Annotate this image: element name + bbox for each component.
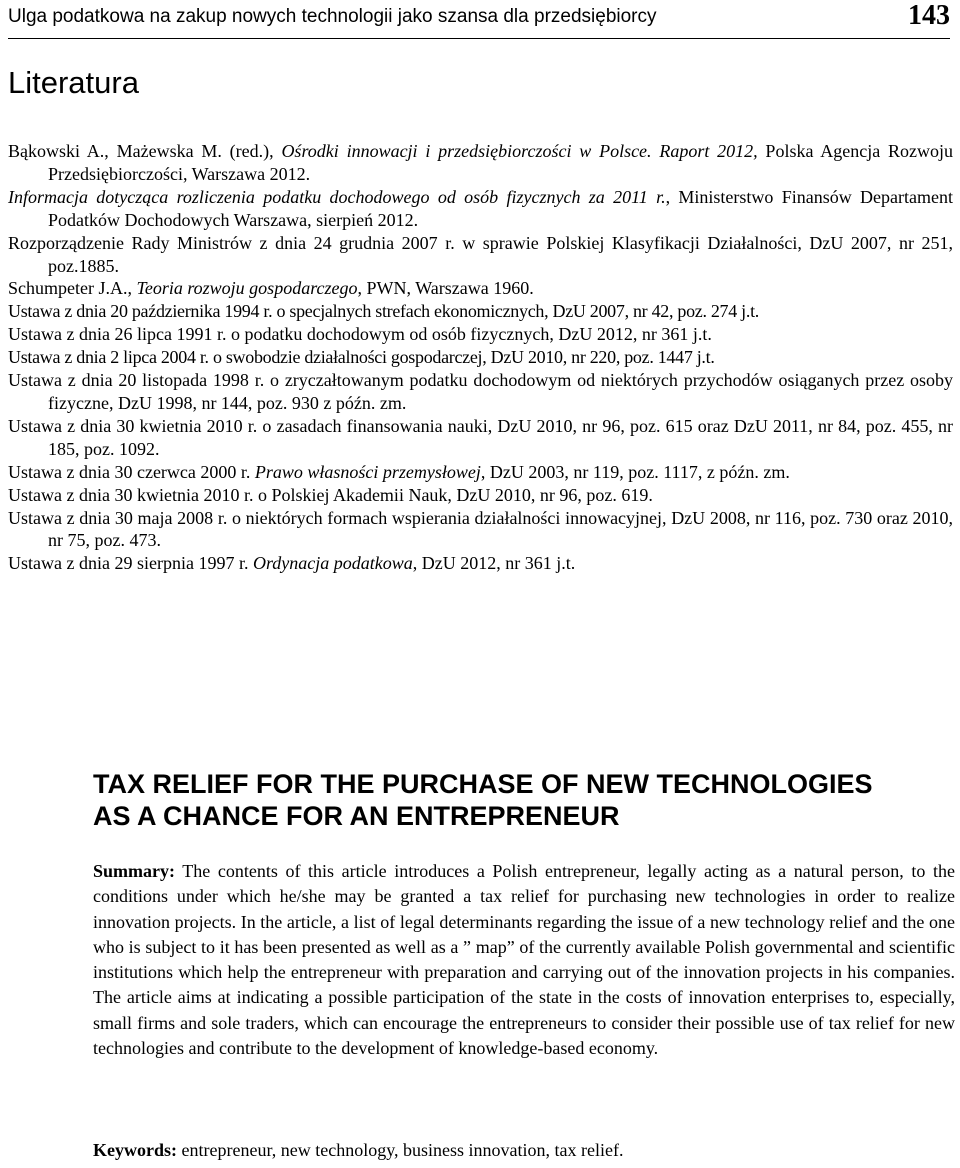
abstract-title-line: AS A CHANCE FOR AN ENTREPRENEUR bbox=[93, 801, 620, 831]
abstract-title bbox=[93, 768, 873, 832]
section-heading: Literatura bbox=[8, 65, 139, 100]
page-number: 143 bbox=[908, 0, 950, 31]
reference-item: Ustawa z dnia 29 sierpnia 1997 r. Ordynacja podatkowa, DzU 2012, nr 361 j.t. bbox=[8, 553, 576, 574]
abstract-summary bbox=[93, 859, 955, 1061]
running-header bbox=[8, 0, 950, 39]
reference-item: Informacja dotycząca rozliczenia podatku dochodowego od osób fizycznych za 2011 r., Ministerstwo Finansów Departament Podatków Dochodowych Warszawa, sierpień 2012. bbox=[8, 186, 954, 230]
reference-item: Ustawa z dnia 30 czerwca 2000 r. Prawo własności przemysłowej, DzU 2003, nr 119, poz. 1117, z późn. zm. bbox=[8, 461, 790, 482]
reference-item: Rozporządzenie Rady Ministrów z dnia 24 grudnia 2007 r. w sprawie Polskiej Klasyfikacji Działalności, DzU 2007, nr 251, poz.1885. bbox=[8, 232, 953, 276]
keywords bbox=[93, 1140, 623, 1161]
summary-label: Summary: bbox=[93, 861, 175, 881]
reference-item: Ustawa z dnia 26 lipca 1991 r. o podatku dochodowym od osób fizycznych, DzU 2012, nr 361 j.t. bbox=[8, 324, 712, 345]
keywords-label: Keywords: bbox=[93, 1140, 177, 1160]
abstract-title-line: TAX RELIEF FOR THE PURCHASE OF NEW TECHNOLOGIES bbox=[93, 769, 873, 799]
reference-item: Schumpeter J.A., Teoria rozwoju gospodarczego, PWN, Warszawa 1960. bbox=[8, 278, 534, 299]
reference-list bbox=[8, 140, 953, 575]
reference-item: Ustawa z dnia 20 października 1994 r. o specjalnych strefach ekonomicznych, DzU 2007, nr 42, poz. 274 j.t. bbox=[8, 301, 759, 322]
keywords-text: entrepreneur, new technology, business innovation, tax relief. bbox=[177, 1140, 624, 1160]
reference-item: Bąkowski A., Mażewska M. (red.), Ośrodki innowacji i przedsiębiorczości w Polsce. Raport 2012, Polska Agencja Rozwoju Przedsiębiorczości, Warszawa 2012. bbox=[8, 141, 954, 184]
reference-item: Ustawa z dnia 2 lipca 2004 r. o swobodzie działalności gospodarczej, DzU 2010, nr 220, poz. 1447 j.t. bbox=[8, 347, 715, 368]
reference-item: Ustawa z dnia 30 kwietnia 2010 r. o Polskiej Akademii Nauk, DzU 2010, nr 96, poz. 619. bbox=[8, 484, 653, 505]
reference-item: Ustawa z dnia 30 maja 2008 r. o niektórych formach wspierania działalności innowacyjnej, DzU 2008, nr 116, poz. 730 oraz 2010, nr 75, poz. 473. bbox=[8, 507, 953, 551]
running-title: Ulga podatkowa na zakup nowych technologii jako szansa dla przedsiębiorcy bbox=[8, 6, 657, 27]
reference-item: Ustawa z dnia 30 kwietnia 2010 r. o zasadach finansowania nauki, DzU 2010, nr 96, poz. 615 oraz DzU 2011, nr 84, poz. 455, nr 185, poz. 1092. bbox=[8, 415, 953, 459]
reference-item: Ustawa z dnia 20 listopada 1998 r. o zryczałtowanym podatku dochodowym od niektórych przychodów osiąganych przez osoby fizyczne, DzU 1998, nr 144, poz. 930 z późn. zm. bbox=[8, 370, 953, 413]
summary-text: The contents of this article introduces a Polish entrepreneur, legally acting as a natural person, to the conditions under which he/she may be granted a tax relief for purchasing new technologies in order to realize innovation projects. In the article, a list of legal determinants regarding the issue of a new technology relief and the one who is subject to it has been presented as well as a ” map” of the currently available Polish governmental and scientific institutions which help the entrepreneur with preparation and carrying out of the innovation projects in his companies. The article aims at indicating a possible participation of the state in the costs of innovation enterprises to, especially, small firms and sole traders, which can encourage the entrepreneurs to consider their possible use of tax relief for new technologies and contribute to the development of knowledge-based economy. bbox=[93, 861, 955, 1059]
